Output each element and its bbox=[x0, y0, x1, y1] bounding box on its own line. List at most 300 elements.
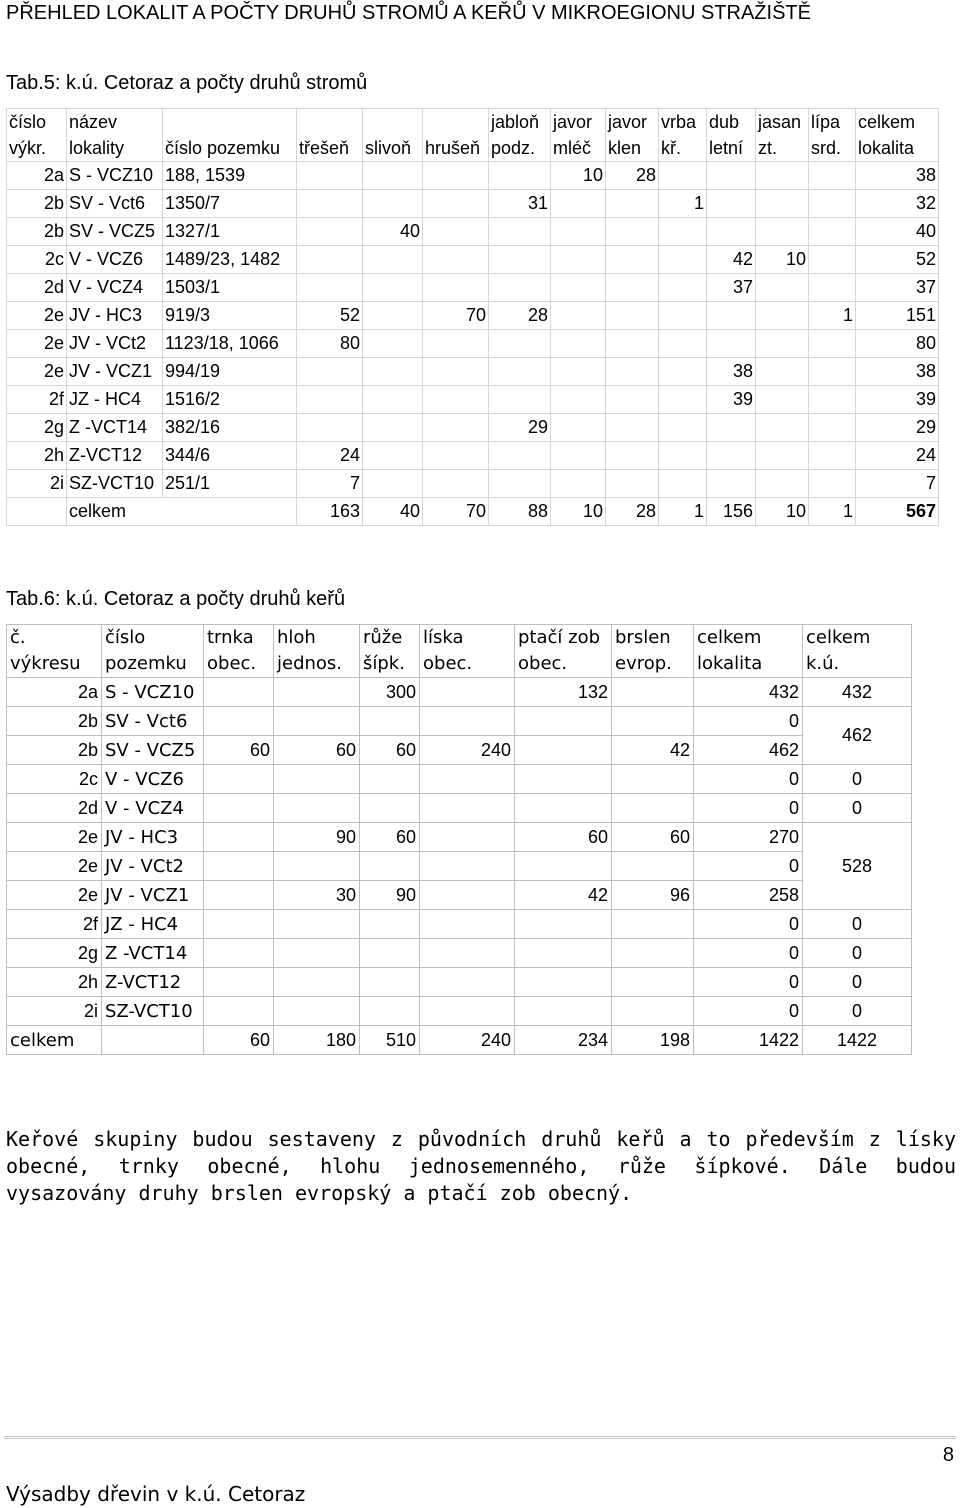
table-cell: 344/6 bbox=[163, 442, 297, 470]
table-cell bbox=[489, 246, 551, 274]
table-cell: SV - VCZ5 bbox=[102, 736, 204, 765]
table-cell bbox=[707, 162, 756, 190]
table-cell: JV - VCZ1 bbox=[102, 881, 204, 910]
table-cell: 40 bbox=[856, 218, 939, 246]
table-cell: 1516/2 bbox=[163, 386, 297, 414]
column-header-line: jabloň bbox=[491, 112, 540, 132]
page-header-title: PŘEHLED LOKALIT A POČTY DRUHŮ STROMŮ A KEŘŮ V MIKROEGIONU STRAŽIŠTĚ bbox=[6, 2, 811, 24]
table-cell bbox=[606, 470, 659, 498]
table-cell: JV - VCZ1 bbox=[67, 358, 163, 386]
table-cell bbox=[204, 678, 274, 707]
column-header-line: šípk. bbox=[363, 653, 405, 674]
table-row bbox=[7, 678, 912, 707]
table-cell bbox=[420, 794, 515, 823]
table-cell: 1123/18, 1066 bbox=[163, 330, 297, 358]
table-cell bbox=[707, 190, 756, 218]
column-header-line: evrop. bbox=[615, 653, 672, 674]
table-cell: 919/3 bbox=[163, 302, 297, 330]
table-cell bbox=[204, 765, 274, 794]
table-cell: 80 bbox=[856, 330, 939, 358]
table-6-title: Tab.6: k.ú. Cetoraz a počty druhů keřů bbox=[6, 588, 346, 610]
table-cell: 2h bbox=[7, 968, 102, 997]
table-row bbox=[7, 246, 939, 274]
table-cell bbox=[612, 765, 694, 794]
table-cell: 432 bbox=[694, 678, 803, 707]
table-cell bbox=[756, 274, 809, 302]
table-cell: SZ-VCT10 bbox=[102, 997, 204, 1026]
column-header bbox=[423, 109, 489, 162]
shrubs-table bbox=[6, 624, 912, 1055]
table-row bbox=[7, 218, 939, 246]
table-cell bbox=[612, 939, 694, 968]
column-header-line: obec. bbox=[518, 653, 568, 674]
table-cell bbox=[420, 852, 515, 881]
total-cell: 567 bbox=[856, 498, 939, 526]
table-cell: 0 bbox=[694, 997, 803, 1026]
table-cell bbox=[551, 386, 606, 414]
table-cell bbox=[659, 386, 707, 414]
total-cell: 10 bbox=[551, 498, 606, 526]
column-header-line: celkem bbox=[858, 112, 916, 132]
table-cell bbox=[707, 414, 756, 442]
table-cell: 39 bbox=[707, 386, 756, 414]
table-cell bbox=[423, 162, 489, 190]
table-cell bbox=[606, 358, 659, 386]
table-cell bbox=[423, 190, 489, 218]
table-cell bbox=[809, 470, 856, 498]
table-cell bbox=[274, 852, 360, 881]
column-header bbox=[163, 109, 297, 162]
table-cell bbox=[551, 414, 606, 442]
table-cell: 10 bbox=[756, 246, 809, 274]
table-cell: V - VCZ6 bbox=[67, 246, 163, 274]
table-cell: 2d bbox=[7, 794, 102, 823]
table-cell bbox=[809, 386, 856, 414]
table-cell bbox=[274, 910, 360, 939]
column-header-line: jednos. bbox=[277, 653, 343, 674]
table-cell bbox=[360, 852, 420, 881]
table-cell bbox=[551, 470, 606, 498]
table-cell: 32 bbox=[856, 190, 939, 218]
table-row bbox=[7, 852, 912, 881]
table-cell bbox=[274, 939, 360, 968]
table-cell bbox=[360, 910, 420, 939]
table-cell bbox=[756, 190, 809, 218]
total-cell: 510 bbox=[360, 1026, 420, 1055]
ku-total-cell: 0 bbox=[803, 997, 912, 1026]
table-row bbox=[7, 470, 939, 498]
table-cell bbox=[274, 794, 360, 823]
table-cell bbox=[423, 414, 489, 442]
total-cell: 40 bbox=[363, 498, 423, 526]
table-cell bbox=[551, 246, 606, 274]
table-cell: 7 bbox=[856, 470, 939, 498]
table-cell bbox=[809, 442, 856, 470]
table-cell: 382/16 bbox=[163, 414, 297, 442]
table-cell: 30 bbox=[274, 881, 360, 910]
total-cell: 198 bbox=[612, 1026, 694, 1055]
table-cell bbox=[515, 707, 612, 736]
total-row bbox=[7, 1026, 912, 1055]
table-cell bbox=[809, 330, 856, 358]
table-cell: 1 bbox=[659, 190, 707, 218]
column-header-line: lípa bbox=[811, 112, 841, 132]
table-cell: JV - VCt2 bbox=[102, 852, 204, 881]
table-cell bbox=[756, 358, 809, 386]
column-header-line: ptačí zob bbox=[518, 627, 601, 648]
column-header-line: lokalita bbox=[697, 653, 763, 674]
table-cell bbox=[297, 274, 363, 302]
table-cell bbox=[659, 302, 707, 330]
column-header bbox=[606, 109, 659, 162]
table-cell bbox=[551, 330, 606, 358]
column-header bbox=[420, 625, 515, 678]
table-cell bbox=[204, 939, 274, 968]
table-cell bbox=[204, 794, 274, 823]
table-cell: 90 bbox=[360, 881, 420, 910]
column-header-line: výkr. bbox=[9, 138, 47, 158]
column-header-line: podz. bbox=[491, 138, 536, 158]
column-header bbox=[659, 109, 707, 162]
table-cell bbox=[363, 330, 423, 358]
table-cell bbox=[363, 190, 423, 218]
table-cell: V - VCZ4 bbox=[67, 274, 163, 302]
table-cell: 38 bbox=[707, 358, 756, 386]
total-cell: 1422 bbox=[694, 1026, 803, 1055]
table-cell: 240 bbox=[420, 736, 515, 765]
table-cell bbox=[551, 218, 606, 246]
table-cell: 2e bbox=[7, 330, 67, 358]
table-cell bbox=[423, 274, 489, 302]
table-cell bbox=[756, 330, 809, 358]
table-row bbox=[7, 358, 939, 386]
table-cell bbox=[204, 823, 274, 852]
table-cell bbox=[360, 765, 420, 794]
table-cell bbox=[420, 997, 515, 1026]
table-cell: JZ - HC4 bbox=[67, 386, 163, 414]
table-cell: V - VCZ6 bbox=[102, 765, 204, 794]
table-cell: 37 bbox=[707, 274, 756, 302]
table-cell bbox=[363, 246, 423, 274]
table-cell bbox=[551, 358, 606, 386]
table-cell: 40 bbox=[363, 218, 423, 246]
table-cell: 2b bbox=[7, 218, 67, 246]
table-cell bbox=[420, 939, 515, 968]
page-number: 8 bbox=[942, 1444, 954, 1466]
table-cell bbox=[363, 162, 423, 190]
column-header-line: celkem bbox=[697, 627, 762, 648]
table-cell: 2e bbox=[7, 852, 102, 881]
table-cell bbox=[659, 246, 707, 274]
table-cell bbox=[274, 678, 360, 707]
column-header bbox=[204, 625, 274, 678]
table-cell: 0 bbox=[694, 968, 803, 997]
table-cell: 1327/1 bbox=[163, 218, 297, 246]
table-cell bbox=[606, 190, 659, 218]
table-cell bbox=[204, 852, 274, 881]
column-header-line: slivoň bbox=[365, 138, 412, 158]
table-cell bbox=[756, 386, 809, 414]
footer-title: Výsadby dřevin v k.ú. Cetoraz bbox=[6, 1482, 306, 1506]
table-cell bbox=[551, 190, 606, 218]
table-cell bbox=[360, 794, 420, 823]
table-cell bbox=[551, 442, 606, 470]
column-header-line: kř. bbox=[661, 138, 681, 158]
ku-total-cell: 0 bbox=[803, 939, 912, 968]
table-cell bbox=[659, 330, 707, 358]
table-cell bbox=[756, 414, 809, 442]
column-header bbox=[102, 625, 204, 678]
table-cell bbox=[363, 274, 423, 302]
table-row bbox=[7, 997, 912, 1026]
total-cell: 1 bbox=[659, 498, 707, 526]
table-cell: 1350/7 bbox=[163, 190, 297, 218]
table-cell: 2e bbox=[7, 881, 102, 910]
table-cell bbox=[489, 442, 551, 470]
table-header-row bbox=[7, 109, 939, 162]
column-header-line: číslo bbox=[9, 112, 47, 132]
table-cell: 60 bbox=[204, 736, 274, 765]
table-cell: 2c bbox=[7, 246, 67, 274]
total-row bbox=[7, 498, 939, 526]
table-cell: 0 bbox=[694, 794, 803, 823]
column-header bbox=[7, 625, 102, 678]
table-row bbox=[7, 765, 912, 794]
table-cell bbox=[612, 794, 694, 823]
table-cell: JZ - HC4 bbox=[102, 910, 204, 939]
table-cell: 38 bbox=[856, 358, 939, 386]
column-header-line: lokality bbox=[69, 138, 125, 158]
column-header-line: dub bbox=[709, 112, 740, 132]
column-header bbox=[707, 109, 756, 162]
column-header bbox=[612, 625, 694, 678]
table-cell bbox=[809, 218, 856, 246]
table-cell: 60 bbox=[612, 823, 694, 852]
table-cell bbox=[756, 442, 809, 470]
table-row bbox=[7, 442, 939, 470]
table-cell bbox=[363, 442, 423, 470]
table-cell bbox=[420, 968, 515, 997]
table-cell: 24 bbox=[856, 442, 939, 470]
table-cell: V - VCZ4 bbox=[102, 794, 204, 823]
table-cell bbox=[756, 302, 809, 330]
table-cell: 7 bbox=[297, 470, 363, 498]
table-cell bbox=[423, 358, 489, 386]
table-cell: 0 bbox=[694, 910, 803, 939]
total-label: celkem bbox=[7, 1026, 102, 1055]
total-cell: 70 bbox=[423, 498, 489, 526]
table-cell: 60 bbox=[360, 823, 420, 852]
table-cell bbox=[515, 794, 612, 823]
table-cell bbox=[809, 162, 856, 190]
total-cell: 163 bbox=[297, 498, 363, 526]
column-header bbox=[551, 109, 606, 162]
table-cell bbox=[363, 470, 423, 498]
table-cell: 462 bbox=[694, 736, 803, 765]
table-cell: 1503/1 bbox=[163, 274, 297, 302]
shrub-description-paragraph: Keřové skupiny budou sestaveny z původních druhů keřů a to především z lísky obecné, trnky obecné, hlohu jednosemenného, růže šípkové. Dále budou vysazovány druhy brslen evropský a ptačí zob obecný. bbox=[6, 1127, 956, 1205]
table-cell bbox=[7, 498, 67, 526]
table-row bbox=[7, 736, 912, 765]
table-row bbox=[7, 330, 939, 358]
column-header-line: srd. bbox=[811, 138, 842, 158]
table-cell: SV - Vct6 bbox=[67, 190, 163, 218]
table-cell bbox=[612, 678, 694, 707]
table-cell bbox=[297, 358, 363, 386]
column-header-line: líska bbox=[423, 627, 464, 648]
total-cell: 1 bbox=[809, 498, 856, 526]
table-cell: S - VCZ10 bbox=[102, 678, 204, 707]
table-cell bbox=[204, 910, 274, 939]
table-cell: 60 bbox=[515, 823, 612, 852]
table-row bbox=[7, 939, 912, 968]
table-row bbox=[7, 794, 912, 823]
table-row bbox=[7, 881, 912, 910]
table-cell bbox=[423, 442, 489, 470]
table-cell: 2b bbox=[7, 707, 102, 736]
table-cell: 2i bbox=[7, 470, 67, 498]
table-cell bbox=[809, 414, 856, 442]
table-cell: JV - VCt2 bbox=[67, 330, 163, 358]
table-cell: 2h bbox=[7, 442, 67, 470]
table-cell: 42 bbox=[707, 246, 756, 274]
table-cell: 70 bbox=[423, 302, 489, 330]
table-cell: 2e bbox=[7, 823, 102, 852]
table-cell bbox=[606, 302, 659, 330]
table-row bbox=[7, 414, 939, 442]
column-header-line: číslo bbox=[105, 627, 146, 648]
footer-divider bbox=[4, 1436, 956, 1439]
table-cell bbox=[204, 881, 274, 910]
column-header-line: výkresu bbox=[10, 653, 81, 674]
table-cell: 300 bbox=[360, 678, 420, 707]
table-cell: 2d bbox=[7, 274, 67, 302]
ku-total-cell: 528 bbox=[803, 823, 912, 910]
table-cell bbox=[659, 414, 707, 442]
table-cell: 10 bbox=[551, 162, 606, 190]
total-label: celkem bbox=[67, 498, 297, 526]
table-cell bbox=[515, 910, 612, 939]
table-cell: 1 bbox=[809, 302, 856, 330]
column-header-line: obec. bbox=[207, 653, 257, 674]
table-cell bbox=[420, 823, 515, 852]
table-cell: 0 bbox=[694, 939, 803, 968]
table-cell bbox=[489, 218, 551, 246]
table-cell bbox=[360, 968, 420, 997]
column-header bbox=[515, 625, 612, 678]
table-cell bbox=[515, 968, 612, 997]
table-cell: SV - Vct6 bbox=[102, 707, 204, 736]
table-cell bbox=[809, 190, 856, 218]
table-cell: Z-VCT12 bbox=[102, 968, 204, 997]
table-cell: 2a bbox=[7, 162, 67, 190]
column-header-line: javor bbox=[608, 112, 648, 132]
column-header-line: název bbox=[69, 112, 118, 132]
table-row bbox=[7, 302, 939, 330]
column-header-line bbox=[365, 109, 420, 135]
table-cell: JV - HC3 bbox=[67, 302, 163, 330]
table-cell bbox=[423, 330, 489, 358]
column-header bbox=[856, 109, 939, 162]
total-cell: 88 bbox=[489, 498, 551, 526]
table-cell bbox=[515, 765, 612, 794]
table-cell bbox=[606, 386, 659, 414]
table-cell: 270 bbox=[694, 823, 803, 852]
column-header-line: č. bbox=[10, 627, 26, 648]
table-cell: 80 bbox=[297, 330, 363, 358]
table-row bbox=[7, 386, 939, 414]
table-cell bbox=[423, 386, 489, 414]
total-cell: 234 bbox=[515, 1026, 612, 1055]
ku-total-cell: 0 bbox=[803, 968, 912, 997]
table-cell bbox=[204, 968, 274, 997]
column-header-line: klen bbox=[608, 138, 642, 158]
column-header-line: růže bbox=[363, 627, 403, 648]
table-cell: 258 bbox=[694, 881, 803, 910]
table-cell bbox=[423, 246, 489, 274]
column-header-line: letní bbox=[709, 138, 744, 158]
table-cell bbox=[606, 218, 659, 246]
table-cell bbox=[659, 218, 707, 246]
column-header bbox=[803, 625, 912, 678]
table-cell: 39 bbox=[856, 386, 939, 414]
table-cell bbox=[423, 218, 489, 246]
table-cell bbox=[360, 997, 420, 1026]
table-cell bbox=[606, 442, 659, 470]
table-cell: SV - VCZ5 bbox=[67, 218, 163, 246]
table-cell: 2c bbox=[7, 765, 102, 794]
table-cell: 2a bbox=[7, 678, 102, 707]
table-cell bbox=[297, 218, 363, 246]
table-cell: 37 bbox=[856, 274, 939, 302]
column-header-line: vrba bbox=[661, 112, 697, 132]
table-cell bbox=[612, 968, 694, 997]
table-cell bbox=[360, 707, 420, 736]
table-cell bbox=[606, 246, 659, 274]
table-cell: 42 bbox=[515, 881, 612, 910]
table-cell bbox=[423, 470, 489, 498]
table-cell bbox=[420, 707, 515, 736]
total-cell: 28 bbox=[606, 498, 659, 526]
table-cell: SZ-VCT10 bbox=[67, 470, 163, 498]
total-cell: 156 bbox=[707, 498, 756, 526]
column-header bbox=[489, 109, 551, 162]
table-cell bbox=[707, 442, 756, 470]
column-header-line: javor bbox=[553, 112, 593, 132]
table-cell: 132 bbox=[515, 678, 612, 707]
table-cell: 0 bbox=[694, 852, 803, 881]
table-cell: 42 bbox=[612, 736, 694, 765]
table-cell: 38 bbox=[856, 162, 939, 190]
column-header-line: mléč bbox=[553, 138, 592, 158]
table-cell bbox=[297, 386, 363, 414]
table-cell bbox=[756, 470, 809, 498]
table-cell bbox=[551, 274, 606, 302]
table-cell bbox=[659, 442, 707, 470]
table-cell: 2f bbox=[7, 386, 67, 414]
table-cell bbox=[707, 218, 756, 246]
table-cell bbox=[659, 274, 707, 302]
table-cell bbox=[606, 274, 659, 302]
table-cell: Z -VCT14 bbox=[67, 414, 163, 442]
table-cell: 96 bbox=[612, 881, 694, 910]
column-header bbox=[756, 109, 809, 162]
table-cell bbox=[420, 678, 515, 707]
table-cell bbox=[489, 358, 551, 386]
table-cell bbox=[809, 274, 856, 302]
column-header-line bbox=[299, 109, 360, 135]
table-cell bbox=[707, 470, 756, 498]
